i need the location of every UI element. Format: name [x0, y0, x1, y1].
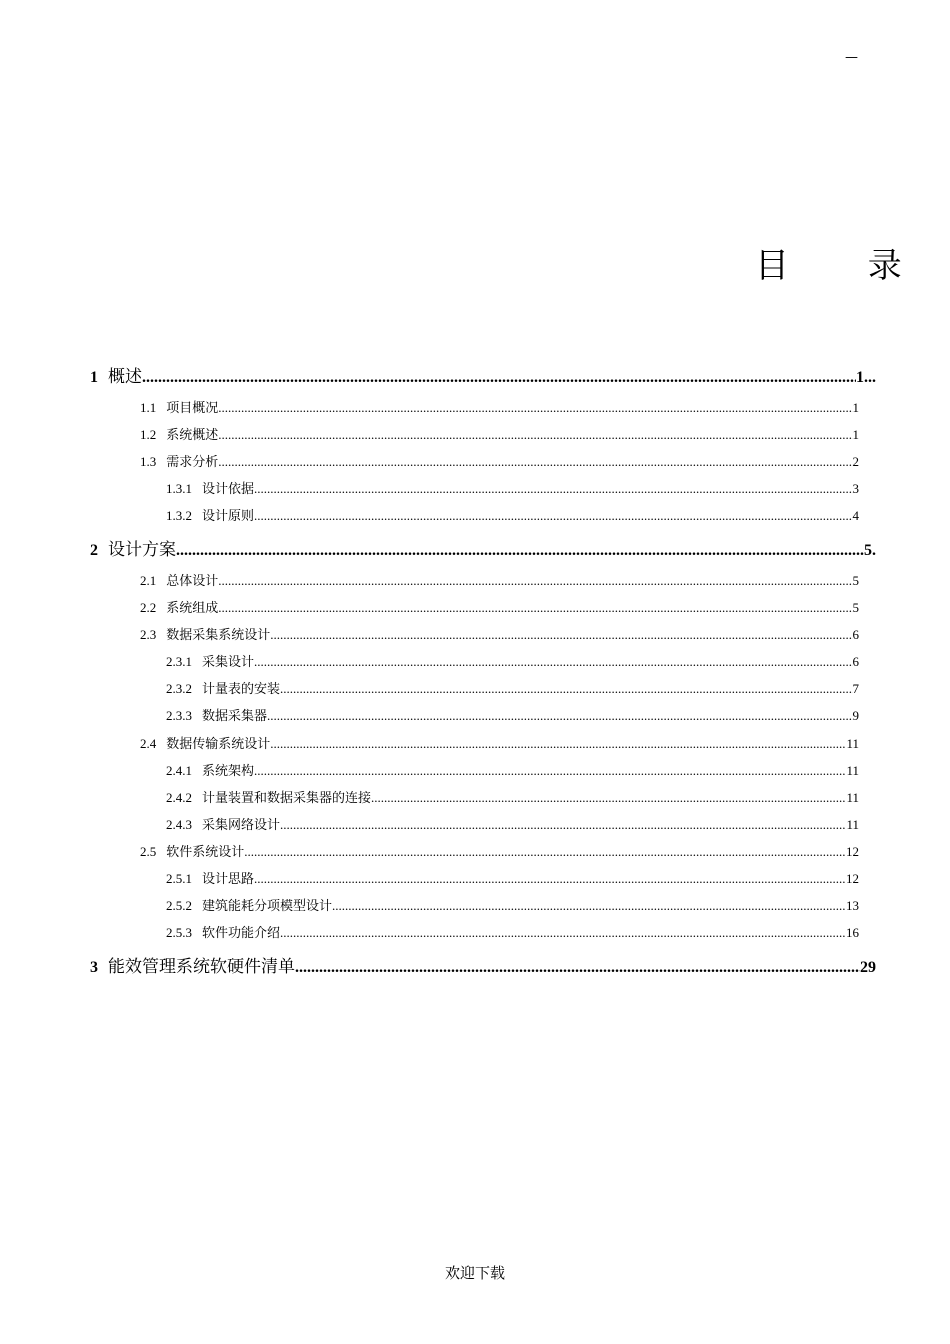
toc-entry[interactable] [90, 952, 876, 977]
toc-number: 2.5.1 [166, 871, 192, 886]
toc-page-number: 5 [852, 600, 859, 615]
toc-label: 软件功能介绍 [202, 926, 281, 941]
toc-leader-dots [244, 844, 846, 860]
toc-entry[interactable] [90, 535, 876, 560]
toc-number: 2 [90, 542, 98, 559]
toc-page-number: 1 [852, 400, 859, 415]
toc-label: 需求分析 [166, 455, 219, 470]
toc-number: 1.3.1 [166, 481, 192, 496]
toc-label: 计量装置和数据采集器的连接 [202, 791, 372, 806]
toc-page-number: 5. [864, 542, 876, 559]
toc-page-number: 5 [852, 573, 859, 588]
toc-leader-dots [218, 454, 852, 470]
toc-number: 2.1 [140, 573, 157, 588]
toc-label: 系统概述 [166, 428, 219, 443]
toc-entry[interactable] [166, 505, 859, 524]
toc-page-number: 2 [852, 454, 859, 469]
toc-leader-dots [254, 763, 846, 779]
toc-leader-dots [142, 369, 856, 387]
toc-number: 2.5 [140, 844, 157, 859]
toc-leader-dots [218, 427, 852, 443]
toc-leader-dots [176, 542, 864, 560]
toc-leader-dots [270, 736, 846, 752]
toc-number: 2.4.2 [166, 790, 192, 805]
toc-label: 计量表的安装 [202, 682, 281, 697]
toc-label: 采集网络设计 [202, 818, 281, 833]
toc-number: 2.2 [140, 600, 157, 615]
toc-number: 2.3.1 [166, 654, 192, 669]
toc-leader-dots [280, 817, 846, 833]
toc-page-number: 4 [852, 508, 859, 523]
toc-entry[interactable] [166, 760, 859, 779]
toc-number: 2.3 [140, 627, 157, 642]
toc-number: 2.3.3 [166, 708, 192, 723]
toc-number: 2.4.1 [166, 763, 192, 778]
toc-entry[interactable] [166, 651, 859, 670]
toc-entry[interactable] [140, 451, 859, 470]
toc-entry[interactable] [140, 597, 859, 616]
toc-leader-dots [295, 959, 860, 977]
toc-label: 软件系统设计 [166, 845, 245, 860]
toc-label: 设计思路 [202, 872, 255, 887]
toc-number: 2.4 [140, 736, 157, 751]
toc-page-number: 29 [860, 959, 876, 976]
toc-label: 项目概况 [166, 401, 219, 416]
toc-leader-dots [218, 600, 852, 616]
toc-entry[interactable] [166, 787, 859, 806]
toc-leader-dots [254, 871, 846, 887]
toc-page-number: 7 [852, 681, 859, 696]
toc-leader-dots [270, 627, 852, 643]
toc-label: 系统架构 [202, 764, 255, 779]
toc-label: 总体设计 [166, 574, 219, 589]
toc-label: 设计依据 [202, 482, 255, 497]
header-mark: — [845, 50, 858, 65]
toc-leader-dots [280, 681, 852, 697]
toc-entry[interactable] [166, 922, 859, 941]
toc-leader-dots [254, 508, 852, 524]
toc-label: 数据采集器 [202, 709, 268, 724]
toc-number: 1.3.2 [166, 508, 192, 523]
toc-number: 1 [90, 369, 98, 386]
footer-text: 欢迎下载 [444, 1264, 505, 1282]
toc-page-number: 16 [846, 925, 859, 940]
toc-entry[interactable] [140, 424, 859, 443]
toc-entry[interactable] [140, 841, 859, 860]
toc-page-number: 11 [846, 736, 859, 751]
toc-page-number: 6 [852, 654, 859, 669]
toc-label: 数据采集系统设计 [166, 628, 271, 643]
toc-page-number: 6 [852, 627, 859, 642]
toc-entry[interactable] [140, 397, 859, 416]
toc-entry[interactable] [166, 705, 859, 724]
toc-page-number: 13 [846, 898, 859, 913]
toc-number: 2.5.3 [166, 925, 192, 940]
toc-page-number: 1 [852, 427, 859, 442]
page-title: 目 录 [755, 246, 936, 286]
toc-label: 概述 [108, 367, 142, 387]
toc-leader-dots [267, 708, 852, 724]
toc-page-number: 11 [846, 763, 859, 778]
toc-leader-dots [254, 481, 852, 497]
toc-label: 数据传输系统设计 [166, 737, 271, 752]
toc-leader-dots [254, 654, 852, 670]
toc-label: 建筑能耗分项模型设计 [202, 899, 333, 914]
toc-label: 设计方案 [108, 540, 176, 560]
toc-entry[interactable] [140, 570, 859, 589]
toc-entry[interactable] [140, 733, 859, 752]
toc-entry[interactable] [166, 868, 859, 887]
toc-number: 3 [90, 959, 98, 976]
toc-entry[interactable] [166, 895, 859, 914]
toc-entry[interactable] [166, 678, 859, 697]
toc-label: 采集设计 [202, 655, 255, 670]
toc-leader-dots [371, 790, 846, 806]
toc-number: 2.4.3 [166, 817, 192, 832]
toc-leader-dots [332, 898, 846, 914]
toc-page-number: 11 [846, 817, 859, 832]
toc-page-number: 9 [852, 708, 859, 723]
toc-leader-dots [218, 573, 852, 589]
toc-page-number: 11 [846, 790, 859, 805]
toc-number: 1.2 [140, 427, 157, 442]
toc-entry[interactable] [140, 624, 859, 643]
toc-entry[interactable] [166, 478, 859, 497]
toc-page-number: 12 [846, 844, 859, 859]
toc-leader-dots [218, 400, 852, 416]
toc-number: 2.3.2 [166, 681, 192, 696]
toc-number: 1.3 [140, 454, 157, 469]
toc-label: 设计原则 [202, 509, 255, 524]
toc-entry[interactable] [166, 814, 859, 833]
toc-page-number: 3 [852, 481, 859, 496]
toc-page-number: 12 [846, 871, 859, 886]
toc-page-number: 1... [856, 369, 876, 386]
toc-label: 系统组成 [166, 601, 219, 616]
toc-entry[interactable] [90, 362, 876, 387]
toc-label: 能效管理系统软硬件清单 [108, 957, 295, 977]
toc-leader-dots [280, 925, 846, 941]
toc-number: 2.5.2 [166, 898, 192, 913]
toc-number: 1.1 [140, 400, 157, 415]
